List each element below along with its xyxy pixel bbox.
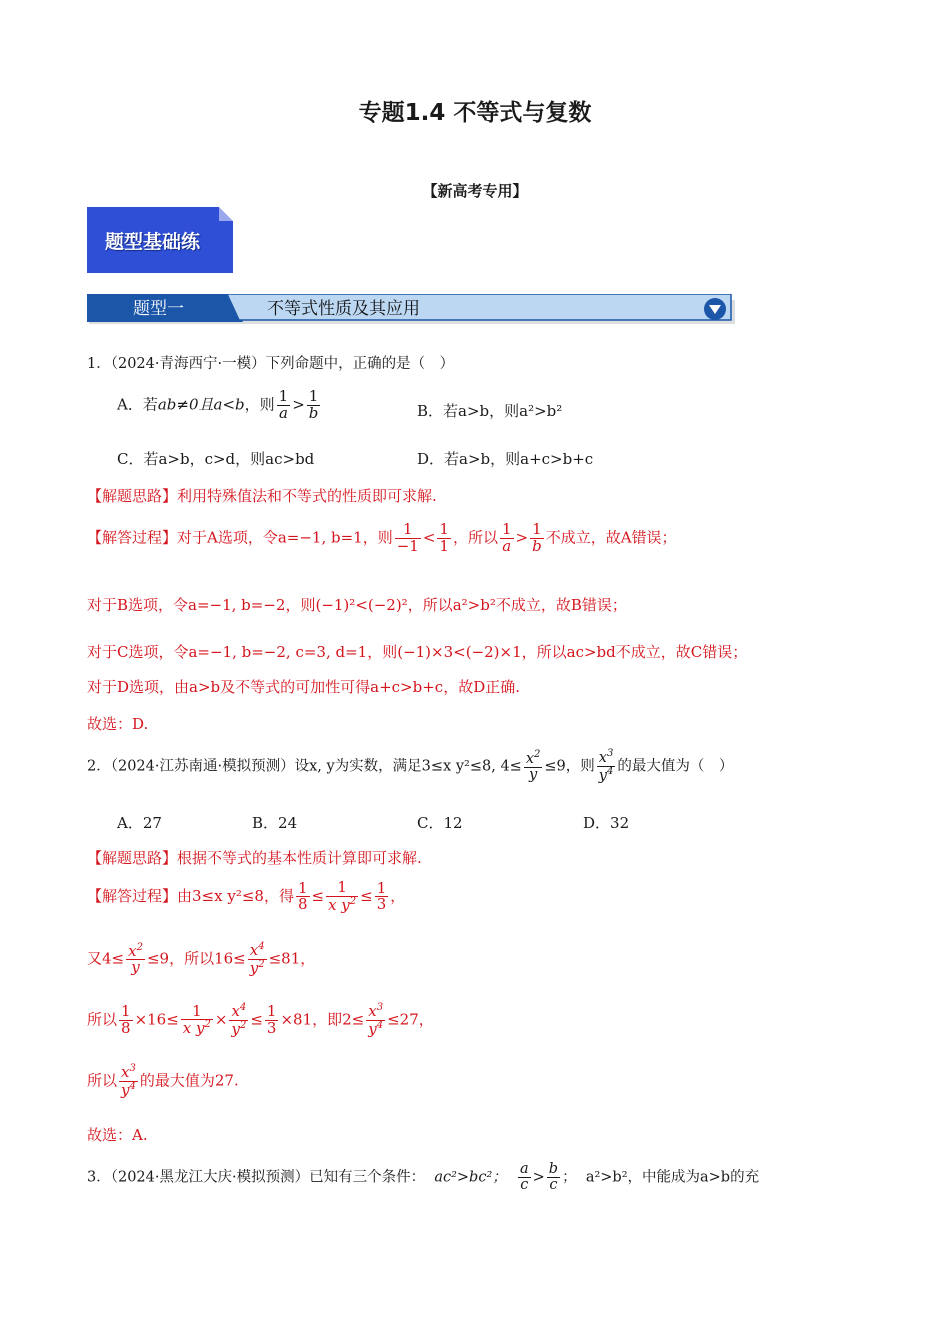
q2-option-c: C．12 — [417, 814, 463, 832]
fraction: $\frac{x^2}{y}$ — [128, 941, 143, 977]
q2-idea: 【解题思路】根据不等式的基本性质计算即可求解. — [87, 849, 422, 867]
q2-stem-part3: 的最大值为（ ） — [617, 758, 734, 775]
fraction: $\frac{1}{b}$ — [308, 387, 319, 422]
q1-answer: 故选：D. — [87, 715, 149, 733]
q1-proc-c: 对于C选项，令a=−1, b=−2, c=3, d=1，则(−1)×3<(−2)×1，所以ac>bd不成立，故C错误； — [87, 643, 748, 661]
q2-proc-2-part1: 又4≤ — [87, 949, 125, 968]
q1-proc-a-part2: ，所以 — [452, 528, 498, 547]
badge-label: 题型基础练 — [105, 231, 201, 253]
chevron-down-icon[interactable] — [703, 297, 727, 321]
q3-condition-1: ac²>bc²； — [434, 1169, 507, 1186]
q2-stem-part1: 2．（2024·江苏南通·模拟预测）设x, y为实数，满足3≤x y²≤8, 4≤ — [87, 758, 522, 775]
fraction: $\frac{a}{c}$ — [519, 1161, 529, 1194]
q1-proc-a-part1: 【解答过程】对于A选项，令a=−1, b=1，则 — [87, 528, 393, 547]
q2-proc-2-part2: ≤9，所以16≤ — [146, 949, 246, 968]
fraction: $\frac{b}{c}$ — [548, 1161, 559, 1194]
fraction: $\frac{1}{3}$ — [376, 878, 387, 914]
fraction: $\frac{x^3}{y^4}$ — [121, 1063, 136, 1099]
q2-proc-4 — [87, 1064, 239, 1099]
q1-option-b: B．若a>b，则a²>b² — [417, 402, 563, 420]
q1-option-a-then: ，则 — [244, 395, 275, 414]
q1-proc-a: 【解答过程】对于A选项，令a=−1, b=1，则 $\frac{1}{-1}$ < $\frac{1}{1}$ ，所以 $\frac{1}{a}$ > $\frac{1}{b}$ 不成立，故A错误； — [87, 520, 677, 555]
q2-stem-part2: ≤9，则 — [544, 758, 595, 775]
badge-corner — [219, 207, 233, 221]
fraction: $\frac{1}{x y^2}$ — [182, 1001, 211, 1038]
q2-option-d: D．32 — [583, 814, 630, 832]
q2-proc-3-part6: ≤27， — [387, 1010, 434, 1029]
fraction: $\frac{1}{3}$ — [266, 1002, 277, 1037]
q2-proc-3-part1: 所以 — [87, 1010, 118, 1029]
q2-proc-3-part3: × — [214, 1010, 228, 1029]
q2-answer: 故选：A. — [87, 1126, 148, 1144]
q1-stem: 1．（2024·青海西宁·一模）下列命题中，正确的是（ ） — [87, 356, 455, 372]
fraction: $\frac{1}{1}$ — [439, 520, 449, 555]
fraction: $\frac{1}{b}$ — [532, 520, 542, 555]
q3-stem: 3．（2024·黑龙江大庆·模拟预测）已知有三个条件： ac²>bc²； $\frac{a}{c}$ > $\frac{b}{c}$ ； a²>b²，中能成为a>b的充 — [87, 1161, 760, 1194]
q1-proc-a-part3: 不成立，故A错误； — [545, 528, 677, 547]
fraction: $\frac{1}{a}$ — [278, 387, 289, 422]
q2-proc-4-part2: 的最大值为27. — [139, 1071, 239, 1090]
q3-condition-3: a²>b²，中能成为a>b的充 — [585, 1169, 760, 1186]
fraction: $\frac{x^3}{y^4}$ — [368, 1002, 384, 1038]
section-tag: 题型一 — [133, 299, 184, 319]
fraction: $\frac{1}{8}$ — [121, 1002, 131, 1037]
q1-option-a-prefix: A．若 — [117, 395, 158, 414]
page-subtitle: 【新高考专用】 — [422, 182, 528, 200]
fraction: $\frac{1}{-1}$ — [396, 520, 419, 555]
q2-proc-3-part2: ×16≤ — [134, 1010, 179, 1029]
fraction: $\frac{1}{x y^2}$ — [328, 878, 357, 914]
fraction: $\frac{x^2}{y}$ — [525, 748, 541, 783]
q2-proc-4-part1: 所以 — [87, 1071, 118, 1090]
q2-proc-1-part1: 【解答过程】由3≤x y²≤8，得 — [87, 886, 294, 905]
q1-option-a-cond: ab≠0且a<b — [157, 395, 245, 414]
q3-stem-part1: 3．（2024·黑龙江大庆·模拟预测）已知有三个条件： — [87, 1169, 426, 1186]
q1-option-d: D．若a>b，则a+c>b+c — [417, 450, 594, 468]
q1-idea: 【解题思路】利用特殊值法和不等式的性质即可求解. — [87, 487, 437, 505]
q2-stem — [87, 749, 733, 784]
q1-option-c: C．若a>b，c>d，则ac>bd — [117, 450, 315, 468]
q2-proc-1-part3: ≤ — [360, 886, 373, 905]
section-badge — [87, 207, 233, 273]
q1-proc-d: 对于D选项，由a>b及不等式的可加性可得a+c>b+c，故D正确. — [87, 678, 520, 696]
fraction: $\frac{1}{8}$ — [297, 878, 308, 914]
fraction: $\frac{1}{a}$ — [501, 520, 512, 555]
q2-proc-3-part4: ≤ — [250, 1010, 263, 1029]
fraction: $\frac{x^3}{y^4}$ — [598, 748, 614, 784]
fraction: $\frac{x^4}{y^2}$ — [231, 1002, 247, 1038]
q2-option-b: B．24 — [252, 814, 298, 832]
q2-proc-1-part2: ≤ — [311, 886, 325, 905]
q2-proc-2 — [87, 942, 315, 977]
section-topic: 不等式性质及其应用 — [267, 299, 420, 319]
q2-proc-1-part4: ， — [390, 886, 406, 905]
q2-proc-3-part5: ×81，即2≤ — [280, 1010, 365, 1029]
q2-proc-2-part3: ≤81， — [268, 949, 316, 968]
q2-option-a: A．27 — [117, 814, 162, 832]
q1-option-a: A．若ab≠0且a<b，则 $\frac{1}{a}$ > $\frac{1}{b}$ — [117, 387, 319, 422]
q2-proc-1 — [87, 880, 405, 914]
fraction: $\frac{x^4}{y^2}$ — [249, 941, 265, 977]
page-title: 专题1.4 不等式与复数 — [358, 100, 592, 126]
section-banner — [87, 294, 735, 326]
q1-proc-b: 对于B选项，令a=−1, b=−2，则(−1)²<(−2)²，所以a²>b²不成立，故B错误； — [87, 596, 627, 614]
q2-proc-3 — [87, 1003, 434, 1038]
